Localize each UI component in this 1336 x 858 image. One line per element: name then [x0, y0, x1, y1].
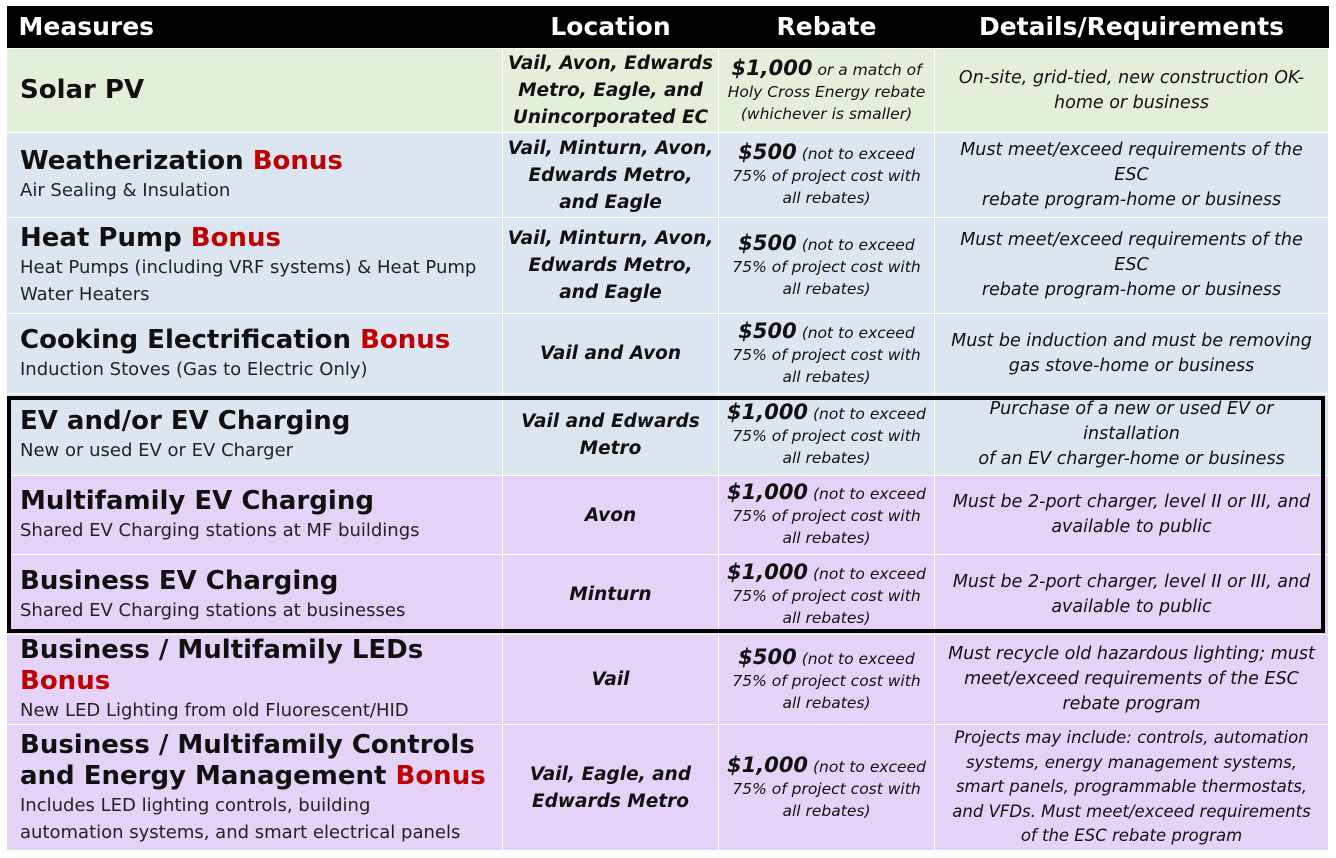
details-line: Projects may include: controls, automation [954, 728, 1309, 748]
rebate-cell [719, 394, 935, 476]
location-cell [503, 476, 719, 555]
location-cell [503, 394, 719, 476]
details-cell [935, 49, 1329, 133]
details-line: and VFDs. Must meet/exceed requirements [952, 801, 1311, 821]
measure-cell [7, 635, 503, 725]
rebate-note: all rebates) [782, 189, 871, 207]
location-line: Metro [579, 437, 642, 459]
rebate-note: (not to exceed [801, 649, 915, 668]
location-line: Edwards Metro, [528, 164, 693, 186]
rebate-note: all rebates) [782, 529, 871, 547]
measure-title: Cooking Electrification [20, 324, 352, 355]
rebate-amount: $1,000 [727, 752, 809, 777]
location-cell [503, 635, 719, 725]
bonus-label: Bonus [190, 223, 281, 253]
rebate-cell [719, 555, 935, 635]
rebate-amount: $500 [738, 140, 797, 164]
location-line: Vail, Eagle, and [529, 763, 692, 785]
measure-title: Heat Pump [20, 223, 182, 253]
location-cell [503, 218, 719, 314]
rebate-note: 75% of project cost with [732, 345, 921, 364]
rebate-note: or a match of [817, 60, 922, 79]
measure-cell [7, 218, 503, 314]
rebate-note: 75% of project cost with [732, 779, 921, 798]
details-cell [935, 314, 1329, 394]
measure-cell [7, 725, 503, 851]
details-line: smart panels, programmable thermostats, [955, 777, 1308, 797]
rebate-note: (not to exceed [812, 485, 926, 503]
header-location: Location [503, 6, 719, 49]
measure-subtitle: Induction Stoves (Gas to Electric Only) [20, 358, 368, 380]
rebate-table [6, 6, 1329, 851]
measure-subtitle: Shared EV Charging stations at MF buildings [20, 520, 420, 541]
measure-subtitle: Air Sealing & Insulation [20, 180, 231, 201]
location-line: Vail [591, 669, 630, 690]
details-line: of an EV charger-home or business [978, 449, 1285, 469]
measure-subtitle: Shared EV Charging stations at businesses [20, 599, 406, 621]
rebate-amount: $500 [738, 644, 797, 669]
measure-cell [7, 394, 503, 476]
location-line: Vail, Minturn, Avon, [507, 228, 714, 249]
details-line: Must be 2-port charger, level II or III, and [952, 571, 1311, 592]
table-row [7, 49, 1329, 133]
rebate-cell [719, 725, 935, 851]
details-line: Purchase of a new or used EV or installation [989, 399, 1274, 444]
location-line: Vail and Avon [539, 343, 682, 364]
measure-subtitle: New LED Lighting from old Fluorescent/HID [20, 700, 409, 721]
measure-subtitle: Heat Pumps (including VRF systems) & Heat Pump [20, 257, 477, 278]
location-line: and Eagle [559, 191, 662, 213]
rebate-cell [719, 314, 935, 394]
location-cell [503, 49, 719, 133]
rebate-note: (not to exceed [812, 564, 926, 583]
header-rebate: Rebate [719, 6, 935, 49]
details-cell [935, 394, 1329, 476]
table-row [7, 218, 1329, 314]
rebate-amount: $1,000 [727, 559, 809, 584]
measure-cell [7, 133, 503, 218]
location-line: Avon [584, 504, 637, 526]
rebate-note: 75% of project cost with [732, 507, 921, 525]
details-line: of the ESC rebate program [1020, 826, 1243, 846]
details-line: rebate program-home or business [981, 189, 1282, 210]
rebate-note: 75% of project cost with [732, 257, 921, 276]
details-cell [935, 635, 1329, 725]
rebate-cell [719, 476, 935, 555]
details-line: Must recycle old hazardous lighting; must [948, 644, 1315, 664]
details-cell [935, 218, 1329, 314]
bonus-label: Bonus [20, 666, 111, 696]
details-line: available to public [1051, 517, 1212, 537]
measure-title: Solar PV [20, 75, 145, 105]
rebate-note: all rebates) [782, 448, 871, 467]
details-line: rebate program-home or business [981, 280, 1282, 300]
rebate-cell [719, 218, 935, 314]
rebate-note: all rebates) [782, 367, 871, 386]
details-line: Must be induction and must be removing [951, 330, 1312, 351]
location-line: Metro, Eagle, and [518, 80, 703, 101]
header-measures: Measures [7, 6, 503, 49]
rebate-cell [719, 133, 935, 218]
table-row [7, 314, 1329, 394]
rebate-note: all rebates) [782, 801, 871, 820]
rebate-note: 75% of project cost with [732, 671, 921, 690]
bonus-label: Bonus [252, 146, 343, 176]
rebate-amount: $1,000 [727, 399, 809, 424]
rebate-note: all rebates) [782, 693, 871, 712]
header-details: Details/Requirements [935, 6, 1329, 49]
location-cell [503, 725, 719, 851]
details-line: Must be 2-port charger, level II or III, and [952, 492, 1311, 512]
details-cell [935, 133, 1329, 218]
table-row [7, 555, 1329, 635]
location-line: and Eagle [559, 282, 662, 303]
rebate-note: all rebates) [782, 608, 871, 627]
measure-title: Weatherization [20, 146, 244, 176]
rebate-note: all rebates) [782, 279, 871, 298]
location-cell [503, 555, 719, 635]
measure-cell [7, 555, 503, 635]
table-row [7, 725, 1329, 851]
measure-title: Business / Multifamily LEDs [20, 635, 424, 665]
rebate-note: (not to exceed [812, 757, 926, 776]
rebate-note: (not to exceed [801, 235, 915, 254]
measure-subtitle: Water Heaters [20, 284, 150, 305]
location-line: Edwards Metro, [528, 255, 693, 276]
location-line: Vail and Edwards [521, 410, 700, 432]
measure-subtitle: Includes LED lighting controls, building [20, 794, 371, 816]
details-line: Must meet/exceed requirements of the ESC [960, 139, 1303, 185]
details-line: Must meet/exceed requirements of the ESC [960, 230, 1303, 275]
location-line: Edwards Metro [532, 790, 689, 812]
table-row [7, 635, 1329, 725]
location-cell [503, 314, 719, 394]
rebate-note: (whichever is smaller) [740, 104, 913, 123]
rebate-note: (not to exceed [801, 145, 915, 163]
rebate-cell [719, 635, 935, 725]
table-row [7, 133, 1329, 218]
location-line: Vail, Minturn, Avon, [507, 137, 714, 159]
location-line: Minturn [569, 584, 652, 605]
details-line: gas stove-home or business [1008, 355, 1255, 376]
details-line: rebate program [1062, 694, 1201, 714]
table-row [7, 394, 1329, 476]
rebate-note: 75% of project cost with [732, 426, 921, 445]
bonus-label: Bonus [360, 324, 451, 355]
location-line: Unincorporated EC [512, 107, 709, 128]
location-cell [503, 133, 719, 218]
measure-cell [7, 476, 503, 555]
rebate-note: (not to exceed [812, 404, 926, 423]
rebate-note: Holy Cross Energy rebate [727, 82, 926, 101]
measure-subtitle: automation systems, and smart electrical panels [20, 821, 461, 843]
measure-title: Business / Multifamily Controls [20, 729, 475, 760]
rebate-amount: $500 [738, 230, 797, 255]
details-line: available to public [1051, 596, 1212, 617]
bonus-label: Bonus [395, 760, 486, 791]
rebate-note: (not to exceed [801, 323, 915, 342]
measure-title-line2: and Energy Management [20, 760, 387, 791]
rebate-amount: $1,000 [731, 55, 813, 80]
details-line: On-site, grid-tied, new construction OK- [958, 67, 1305, 88]
details-cell [935, 725, 1329, 851]
details-cell [935, 476, 1329, 555]
details-line: meet/exceed requirements of the ESC [964, 669, 1299, 689]
measure-title: EV and/or EV Charging [20, 405, 351, 436]
measure-cell [7, 49, 503, 133]
details-cell [935, 555, 1329, 635]
measure-cell [7, 314, 503, 394]
rebate-note: 75% of project cost with [732, 167, 921, 185]
rebate-cell [719, 49, 935, 133]
rebate-note: 75% of project cost with [732, 586, 921, 605]
header-row [7, 6, 1329, 49]
rebate-amount: $500 [738, 318, 797, 343]
rebate-amount: $1,000 [727, 480, 809, 504]
table-row [7, 476, 1329, 555]
measure-title: Multifamily EV Charging [20, 486, 374, 516]
measure-subtitle: New or used EV or EV Charger [20, 439, 294, 461]
details-line: systems, energy management systems, [965, 752, 1298, 772]
details-line: home or business [1054, 92, 1209, 113]
measure-title: Business EV Charging [20, 565, 339, 596]
location-line: Vail, Avon, Edwards [507, 53, 714, 74]
